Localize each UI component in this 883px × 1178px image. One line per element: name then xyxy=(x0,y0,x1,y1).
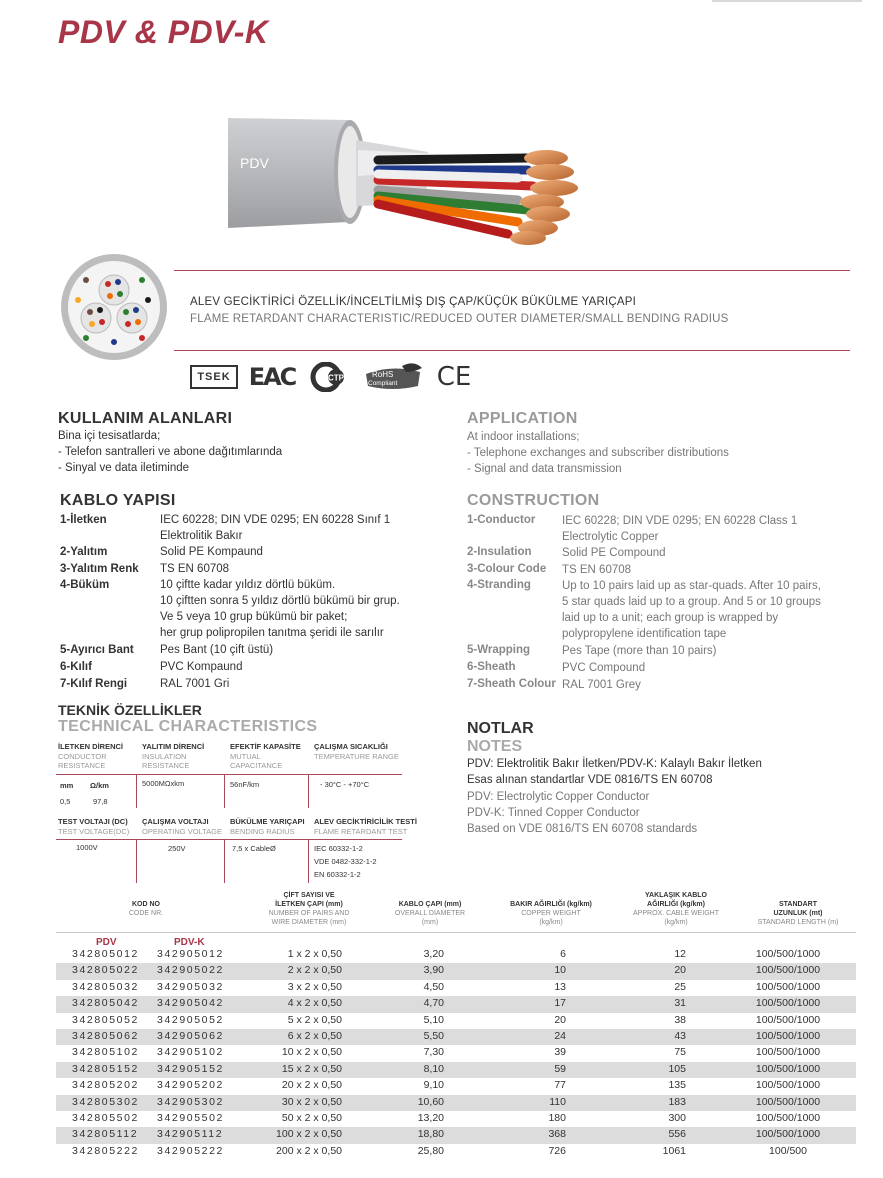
usage-line-2-tr: - Telefon santralleri ve abone dağıtımlarında xyxy=(58,446,283,458)
insulation-resistance-label xyxy=(142,742,204,771)
col-header-pairs-tr2: İLETKEN ÇAPI (mm) xyxy=(275,901,343,908)
pdvk-code-cell: 342905112 xyxy=(157,1128,224,1141)
tech-heading-en: TECHNICAL CHARACTERISTICS xyxy=(58,718,318,735)
construction-en-value-5: Pes Tape (more than 10 pairs) xyxy=(562,645,717,657)
usage-text-en xyxy=(467,429,729,477)
bending-radius-label xyxy=(230,817,305,836)
table-row xyxy=(56,947,856,963)
flame-test-value-1: IEC 60332-1-2 xyxy=(314,844,363,853)
pdvk-code-cell: 342905052 xyxy=(157,1013,224,1026)
length-cell: 100/500/1000 xyxy=(755,964,821,977)
construction-value-4c: Ve 5 veya 10 grup bükümü bir paket; xyxy=(160,611,348,623)
construction-en-value-2: Solid PE Compound xyxy=(562,547,666,559)
gost-logo-text: CTP xyxy=(328,373,344,383)
insulation-resistance-label-en2: RESISTANCE xyxy=(142,761,190,770)
diameter-cell: 5,50 xyxy=(423,1030,444,1042)
feature-text-tr: ALEV GECİKTİRİCİ ÖZELLİK/İNCELTİLMİŞ DIŞ ÇAP/KÜÇÜK BÜKÜLME YARIÇAPI xyxy=(190,296,637,308)
usage-text-tr xyxy=(58,428,282,476)
rohs-logo-text: RoHS xyxy=(372,370,394,379)
col-header-pairs-en2: WIRE DIAMETER (mm) xyxy=(271,919,347,926)
conductor-resistance-label-en2: RESISTANCE xyxy=(58,761,106,770)
pdvk-code-cell: 342905222 xyxy=(157,1144,224,1157)
copper-weight-cell: 180 xyxy=(548,1112,566,1124)
temperature-label-tr: ÇALIŞMA SICAKLIĞI xyxy=(314,742,388,751)
rohs-logo-subtext: Compliant xyxy=(368,380,398,387)
diameter-cell: 13,20 xyxy=(417,1112,444,1124)
construction-en-value-1b: Electrolytic Copper xyxy=(562,531,659,543)
pairs-cell: 100 x 2 x 0,50 xyxy=(276,1128,342,1141)
col-header-pairs-tr1: ÇİFT SAYISI VE xyxy=(283,892,335,899)
notes-line-3-en: Based on VDE 0816/TS EN 60708 standards xyxy=(467,823,698,835)
col-header-diameter xyxy=(380,900,480,927)
length-cell: 100/500/1000 xyxy=(755,1112,821,1124)
construction-value-1b: Elektrolitik Bakır xyxy=(160,530,243,542)
pairs-cell: 30 x 2 x 0,50 xyxy=(281,1095,342,1108)
col-header-length-en: STANDARD LENGTH (m) xyxy=(757,919,839,926)
col-header-length-tr2: UZUNLUK (mt) xyxy=(773,910,823,917)
construction-en-key-4: 4-Stranding xyxy=(467,579,531,591)
page-title: PDV & PDV-K xyxy=(58,14,269,50)
diameter-cell: 4,70 xyxy=(423,997,444,1010)
pdv-code-cell: 342805052 xyxy=(72,1013,139,1026)
construction-value-6: PVC Kompaund xyxy=(160,661,243,673)
subheader-pdvk: PDV-K xyxy=(174,937,205,948)
notes-line-1-tr: PDV: Elektrolitik Bakır İletken/PDV-K: Kalaylı Bakır İletken xyxy=(467,758,762,770)
capacitance-value: 56nF/km xyxy=(230,780,260,789)
cable-weight-cell: 105 xyxy=(668,1062,686,1075)
pairs-cell: 5 x 2 x 0,50 xyxy=(287,1013,342,1026)
usage-line-3-tr: - Sinyal ve data iletiminde xyxy=(58,462,190,474)
spec-divider-2 xyxy=(224,774,225,808)
col-header-cable-weight-tr2: AĞIRLIĞI (kg/km) xyxy=(647,901,705,908)
cable-weight-cell: 556 xyxy=(668,1128,686,1141)
copper-weight-cell: 110 xyxy=(549,1095,566,1108)
cable-weight-cell: 25 xyxy=(674,980,686,993)
subheader-pdv: PDV xyxy=(96,937,117,948)
tech-heading-tr: TEKNİK ÖZELLİKLER xyxy=(58,702,202,718)
test-voltage-value: 1000V xyxy=(76,843,98,852)
conductor-resistance-label xyxy=(58,742,123,771)
col-header-code-tr: KOD NO xyxy=(132,901,160,908)
table-row xyxy=(56,1095,856,1111)
usage-heading-tr: KULLANIM ALANLARI xyxy=(58,410,233,427)
copper-weight-cell: 77 xyxy=(554,1079,566,1092)
col-header-copper-weight-en2: (kg/km) xyxy=(539,919,563,926)
rohs-logo xyxy=(362,362,424,392)
length-cell: 100/500/1000 xyxy=(755,980,821,993)
tsek-logo: TSEK xyxy=(190,365,238,389)
pdvk-code-cell: 342905102 xyxy=(157,1046,224,1059)
col-header-pairs-en1: NUMBER OF PAIRS AND xyxy=(268,910,350,917)
construction-value-1a: IEC 60228; DIN VDE 0295; EN 60228 Sınıf 1 xyxy=(160,514,391,526)
cable-weight-cell: 75 xyxy=(674,1046,686,1059)
diameter-cell: 25,80 xyxy=(417,1144,444,1157)
bending-radius-label-en: BENDING RADIUS xyxy=(230,826,295,836)
col-header-copper-weight xyxy=(496,900,606,927)
copper-weight-cell: 10 xyxy=(554,964,566,977)
construction-en-key-6: 6-Sheath xyxy=(467,661,516,673)
cable-weight-cell: 300 xyxy=(668,1112,686,1124)
capacitance-label xyxy=(230,742,301,771)
length-cell: 100/500/1000 xyxy=(755,948,821,960)
construction-key-3: 3-Yalıtım Renk xyxy=(60,563,139,575)
copper-weight-cell: 24 xyxy=(554,1030,566,1042)
eac-logo: EAC xyxy=(248,363,296,391)
pdvk-code-cell: 342905032 xyxy=(157,980,224,993)
pairs-cell: 10 x 2 x 0,50 xyxy=(281,1046,342,1059)
cross-section-illustration xyxy=(56,252,172,362)
diameter-cell: 9,10 xyxy=(423,1079,444,1092)
notes-line-2-en: PDV-K: Tinned Copper Conductor xyxy=(467,807,640,819)
flame-test-label-en: FLAME RETARDANT TEST xyxy=(314,826,408,836)
ce-logo: CE xyxy=(436,362,472,392)
length-cell: 100/500/1000 xyxy=(755,1046,821,1059)
table-row xyxy=(56,963,856,979)
test-voltage-label xyxy=(58,817,129,836)
diameter-cell: 10,60 xyxy=(417,1095,444,1108)
insulation-resistance-value: 5000MΩxkm xyxy=(142,779,185,788)
notes-text-tr xyxy=(467,756,762,788)
construction-value-2: Solid PE Kompaund xyxy=(160,546,263,558)
copper-weight-cell: 6 xyxy=(560,948,566,960)
construction-key-5: 5-Ayırıcı Bant xyxy=(60,644,134,656)
construction-key-2: 2-Yalıtım xyxy=(60,546,108,558)
diameter-cell: 8,10 xyxy=(423,1062,444,1075)
unit-ohm-km: Ω/km xyxy=(90,781,109,790)
test-voltage-label-tr: TEST VOLTAJI (DC) xyxy=(58,817,128,826)
pdvk-code-cell: 342905022 xyxy=(157,964,224,977)
unit-mm: mm xyxy=(60,781,74,790)
temperature-label-en: TEMPERATURE RANGE xyxy=(314,751,399,761)
col-header-code-en: CODE NR. xyxy=(128,910,164,917)
test-voltage-label-en: TEST VOLTAGE(DC) xyxy=(58,826,130,836)
pairs-cell: 15 x 2 x 0,50 xyxy=(281,1062,342,1075)
diameter-cell: 3,90 xyxy=(423,964,444,977)
feature-text-en: FLAME RETARDANT CHARACTERISTIC/REDUCED OUTER DIAMETER/SMALL BENDING RADIUS xyxy=(190,313,729,325)
copper-weight-cell: 20 xyxy=(554,1013,566,1026)
col-header-cable-weight-tr1: YAKLAŞIK KABLO xyxy=(645,892,707,899)
construction-value-3: TS EN 60708 xyxy=(160,563,230,575)
copper-weight-cell: 39 xyxy=(554,1046,566,1059)
length-cell: 100/500/1000 xyxy=(755,1095,821,1108)
operating-voltage-label xyxy=(142,817,222,836)
notes-line-2-tr: Esas alınan standartlar VDE 0816/TS EN 60708 xyxy=(467,774,713,786)
copper-weight-cell: 59 xyxy=(554,1062,566,1075)
construction-value-5: Pes Bant (10 çift üstü) xyxy=(160,644,274,656)
pdvk-code-cell: 342905302 xyxy=(157,1095,224,1108)
usage-line-2-en: - Telephone exchanges and subscriber distributions xyxy=(467,447,729,459)
construction-value-4b: 10 çiftten sonra 5 yıldız dörtlü bükümü bir grup. xyxy=(160,595,400,607)
construction-heading-en: CONSTRUCTION xyxy=(467,492,600,509)
spec-divider-6 xyxy=(308,839,309,883)
table-row xyxy=(56,1013,856,1029)
copper-weight-cell: 368 xyxy=(548,1128,566,1141)
conductor-resistance-label-en1: CONDUCTOR xyxy=(58,751,107,761)
col-header-diameter-en2: (mm) xyxy=(421,919,439,926)
gost-logo xyxy=(306,362,350,392)
usage-line-1-en: At indoor installations; xyxy=(467,431,580,443)
conductor-size-value: 0,5 xyxy=(60,797,71,806)
operating-voltage-value: 250V xyxy=(168,844,186,853)
construction-value-7: RAL 7001 Gri xyxy=(160,678,230,690)
length-cell: 100/500/1000 xyxy=(755,997,821,1010)
temperature-label xyxy=(314,742,399,761)
pdv-code-cell: 342805022 xyxy=(72,964,139,977)
pairs-cell: 1 x 2 x 0,50 xyxy=(287,948,342,960)
diameter-cell: 18,80 xyxy=(417,1128,444,1141)
bending-radius-label-tr: BÜKÜLME YARIÇAPI xyxy=(230,817,305,826)
col-header-copper-weight-en1: COPPER WEIGHT xyxy=(521,910,581,917)
col-header-length-tr1: STANDART xyxy=(779,901,817,908)
pdv-code-cell: 342805222 xyxy=(72,1144,139,1157)
col-header-code xyxy=(96,900,196,918)
construction-key-6: 6-Kılıf xyxy=(60,661,92,673)
operating-voltage-label-tr: ÇALIŞMA VOLTAJI xyxy=(142,817,209,826)
copper-weight-cell: 17 xyxy=(554,997,566,1010)
capacitance-label-en1: MUTUAL xyxy=(230,751,261,761)
diameter-cell: 3,20 xyxy=(423,948,444,960)
capacitance-label-en2: CAPACITANCE xyxy=(230,761,283,770)
length-cell: 100/500/1000 xyxy=(755,1128,821,1141)
pdv-code-cell: 342805012 xyxy=(72,948,139,960)
pdv-code-cell: 342805302 xyxy=(72,1095,139,1108)
length-cell: 100/500/1000 xyxy=(755,1062,821,1075)
insulation-resistance-label-tr: YALITIM DİRENCİ xyxy=(142,742,205,751)
length-cell: 100/500 xyxy=(769,1144,807,1157)
pdv-code-cell: 342805202 xyxy=(72,1079,139,1092)
col-header-cable-weight xyxy=(620,891,732,927)
usage-line-3-en: - Signal and data transmission xyxy=(467,463,622,475)
table-row xyxy=(56,1062,856,1078)
cable-weight-cell: 31 xyxy=(674,997,686,1010)
spec-rule-2 xyxy=(56,839,402,840)
feature-bottom-rule xyxy=(174,350,850,351)
usage-heading-en: APPLICATION xyxy=(467,410,578,427)
pdvk-code-cell: 342905152 xyxy=(157,1062,224,1075)
pdv-code-cell: 342805032 xyxy=(72,980,139,993)
pdvk-code-cell: 342905502 xyxy=(157,1112,224,1124)
flame-test-label-tr: ALEV GECİKTİRİCİLİK TESTİ xyxy=(314,817,417,826)
feature-top-rule xyxy=(174,270,850,271)
construction-heading-tr: KABLO YAPISI xyxy=(60,492,176,509)
pairs-cell: 6 x 2 x 0,50 xyxy=(287,1030,342,1042)
construction-en-value-4d: polypropylene identification tape xyxy=(562,628,727,640)
diameter-cell: 7,30 xyxy=(423,1046,444,1059)
construction-value-4d: her grup polipropilen tanıtma şeridi ile sarılır xyxy=(160,627,384,639)
diameter-cell: 5,10 xyxy=(423,1013,444,1026)
table-row xyxy=(56,1029,856,1045)
cable-weight-cell: 1061 xyxy=(662,1144,686,1157)
cable-weight-cell: 135 xyxy=(668,1079,686,1092)
copper-weight-cell: 726 xyxy=(548,1144,566,1157)
construction-en-value-4c: laid up to a unit; each group is wrapped by xyxy=(562,612,779,624)
construction-list-tr xyxy=(60,512,450,692)
usage-line-1-tr: Bina içi tesisatlarda; xyxy=(58,430,161,442)
construction-en-value-1a: IEC 60228; DIN VDE 0295; EN 60228 Class 1 xyxy=(562,515,798,527)
top-rule xyxy=(712,0,862,2)
notes-heading-en: NOTES xyxy=(467,738,523,755)
pdvk-code-cell: 342905012 xyxy=(157,948,224,960)
copper-weight-cell: 13 xyxy=(554,980,566,993)
table-row xyxy=(56,1078,856,1094)
conductor-resistance-label-tr: İLETKEN DİRENCİ xyxy=(58,742,124,751)
length-cell: 100/500/1000 xyxy=(755,1030,821,1042)
pairs-cell: 3 x 2 x 0,50 xyxy=(287,980,342,993)
pdv-code-cell: 342805102 xyxy=(72,1046,139,1059)
construction-en-value-3: TS EN 60708 xyxy=(562,564,632,576)
pdv-code-cell: 342805152 xyxy=(72,1062,139,1075)
notes-text-en xyxy=(467,789,697,837)
spec-rule-1 xyxy=(56,774,402,775)
pdv-code-cell: 342805112 xyxy=(72,1128,139,1141)
col-header-copper-weight-tr: BAKIR AĞIRLIĞI (kg/km) xyxy=(510,901,592,908)
table-header-rule xyxy=(56,932,856,933)
construction-value-4a: 10 çiftte kadar yıldız dörtlü büküm. xyxy=(160,579,336,591)
construction-list-en xyxy=(467,512,857,692)
operating-voltage-label-en: OPERATING VOLTAGE xyxy=(142,826,223,836)
construction-key-7: 7-Kılıf Rengi xyxy=(60,678,128,690)
table-row xyxy=(56,1144,856,1160)
construction-en-value-4b: 5 star quads laid up to a group. And 5 or 10 groups xyxy=(562,596,821,608)
construction-key-1: 1-İletken xyxy=(60,514,107,526)
table-row xyxy=(56,996,856,1012)
table-row xyxy=(56,1111,856,1127)
construction-en-key-7: 7-Sheath Colour xyxy=(467,678,556,690)
pdv-code-cell: 342805502 xyxy=(72,1112,139,1124)
cable-weight-cell: 43 xyxy=(674,1030,686,1042)
pairs-cell: 50 x 2 x 0,50 xyxy=(281,1112,342,1124)
cable-weight-cell: 38 xyxy=(674,1013,686,1026)
spec-divider-5 xyxy=(224,839,225,883)
pdvk-code-cell: 342905062 xyxy=(157,1030,224,1042)
construction-en-value-6: PVC Compound xyxy=(562,662,646,674)
pdv-code-cell: 342805062 xyxy=(72,1030,139,1042)
pairs-cell: 20 x 2 x 0,50 xyxy=(281,1079,342,1092)
table-row xyxy=(56,980,856,996)
construction-key-4: 4-Büküm xyxy=(60,579,110,591)
col-header-cable-weight-en2: (kg/km) xyxy=(664,919,688,926)
table-row xyxy=(56,1045,856,1061)
pdvk-code-cell: 342905202 xyxy=(157,1079,224,1092)
flame-test-value-2: VDE 0482-332-1-2 xyxy=(314,857,377,866)
construction-en-value-4a: Up to 10 pairs laid up as star-quads. After 10 pairs, xyxy=(562,580,821,592)
col-header-cable-weight-en1: APPROX. CABLE WEIGHT xyxy=(633,910,719,917)
cable-weight-cell: 20 xyxy=(674,964,686,977)
col-header-pairs xyxy=(256,891,362,927)
col-header-diameter-tr: KABLO ÇAPI (mm) xyxy=(398,901,462,908)
pairs-cell: 200 x 2 x 0,50 xyxy=(276,1144,342,1157)
insulation-resistance-label-en1: INSULATION xyxy=(142,751,187,761)
conductor-resistance-value: 97,8 xyxy=(93,797,108,806)
flame-test-value-3: EN 60332-1-2 xyxy=(314,870,361,879)
col-header-length xyxy=(746,900,850,927)
pairs-cell: 4 x 2 x 0,50 xyxy=(287,997,342,1010)
spec-divider-1 xyxy=(136,774,137,808)
temperature-value: - 30°C - +70°C xyxy=(320,780,370,789)
spec-divider-3 xyxy=(308,774,309,808)
table-row xyxy=(56,1127,856,1143)
pdv-code-cell: 342805042 xyxy=(72,997,139,1010)
cable-print-text: PDV xyxy=(240,155,269,171)
capacitance-label-tr: EFEKTİF KAPASİTE xyxy=(230,742,301,751)
construction-en-key-3: 3-Colour Code xyxy=(467,563,547,575)
flame-test-label xyxy=(314,817,417,836)
pdvk-code-cell: 342905042 xyxy=(157,997,224,1010)
construction-en-key-5: 5-Wrapping xyxy=(467,644,531,656)
length-cell: 100/500/1000 xyxy=(755,1079,821,1092)
length-cell: 100/500/1000 xyxy=(755,1013,821,1026)
construction-en-value-7: RAL 7001 Grey xyxy=(562,679,641,691)
cable-illustration xyxy=(228,110,608,270)
bending-radius-value: 7,5 x CableØ xyxy=(232,844,276,853)
notes-heading-tr: NOTLAR xyxy=(467,720,534,737)
cable-weight-cell: 183 xyxy=(668,1095,686,1108)
construction-en-key-2: 2-Insulation xyxy=(467,546,532,558)
diameter-cell: 4,50 xyxy=(423,980,444,993)
cable-weight-cell: 12 xyxy=(674,948,686,960)
spec-divider-4 xyxy=(136,839,137,883)
notes-line-1-en: PDV: Electrolytic Copper Conductor xyxy=(467,791,650,803)
col-header-diameter-en1: OVERALL DIAMETER xyxy=(394,910,466,917)
pairs-cell: 2 x 2 x 0,50 xyxy=(287,964,342,977)
construction-en-key-1: 1-Conductor xyxy=(467,514,536,526)
